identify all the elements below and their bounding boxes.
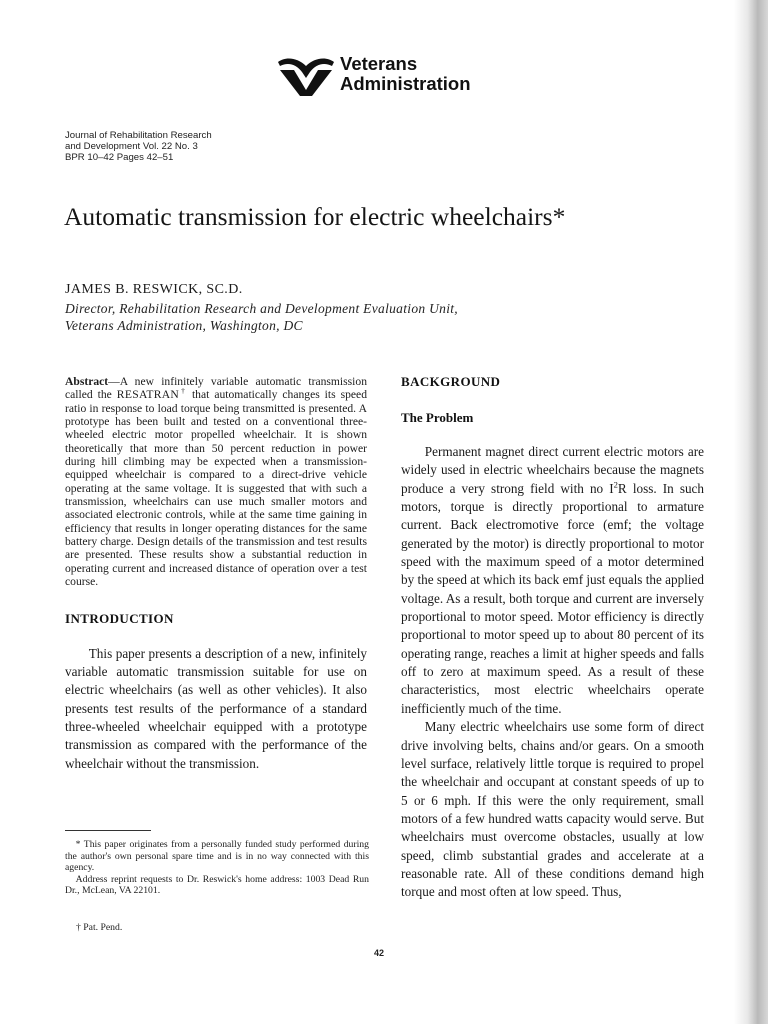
product-name: RESATRAN bbox=[116, 388, 180, 402]
background-paragraph-2: Many electric wheelchairs use some form of direct drive involving belts, chains and/or gears. On a smooth level surface, relatively little torque is required to propel the wheelchair and occupant at constant speeds of up to 5 or 6 mph. If this were the only requirement, small motors of a few hundred watts capacity would serve. But wheelchairs must overcome obstacles, usually at low speed, climb substantial grades and accelerate at a reasonable rate. All of these conditions demand high torque and most often at low speed. Thus, bbox=[401, 719, 704, 900]
footnote-funding: * This paper originates from a personally funded study performed during the author's own personal spare time and is in no way connected with this agency. bbox=[65, 839, 369, 874]
affiliation-line-2: Veterans Administration, Washington, DC bbox=[65, 318, 303, 333]
article-title: Automatic transmission for electric wheelchairs* bbox=[64, 202, 566, 231]
abstract-text-after: that automatically changes its speed ratio in response to load torque being transmitted is presented. A prototype has been built and tested on a conventional three-wheeled electric motor propelled wheelchair. It is shown theoretically that more than 50 percent reduction in power during hill climbing may be expected when a transmission-equipped wheelchair is compared to a direct-drive vehicle operating at the same voltage. It is suggested that with such a transmission, wheelchairs can use much smaller motors and associated electronic controls, while at the same time gaining in efficiency that results in longer operating distances for the same battery charge. Design details of the transmission and test results are presented. These results show a substantial reduction in operating current and increased distance of operation over a test course. bbox=[65, 388, 368, 589]
affiliation-line-1: Director, Rehabilitation Research and Development Evaluation Unit, bbox=[65, 301, 458, 316]
author-affiliation bbox=[65, 300, 458, 334]
journal-line-1: Journal of Rehabilitation Research bbox=[65, 130, 212, 141]
background-paragraph-1 bbox=[401, 443, 704, 718]
abstract-label: Abstract bbox=[65, 375, 109, 388]
page-number: 42 bbox=[374, 948, 385, 958]
right-column bbox=[401, 374, 704, 902]
va-logo-icon bbox=[276, 56, 336, 96]
superscript-2: 2 bbox=[613, 479, 618, 490]
left-column bbox=[65, 375, 367, 773]
background-p1-after: R loss. In such motors, torque is directly proportional to armature current. Back electromotive force (emf; the voltage generated by the motor) is directly proportional to motor speed with the maximum speed of a motor determined by the speed at which its back emf just equals the applied voltage. As a result, both torque and current are inversely proportional to motor speed. Motor efficiency is directly proportional to motor speed up to about 80 percent of its operating range, reaches a limit at higher speeds and falls off to zero at maximum speed. As a result of these characteristics, most electric wheelchairs operate inefficiently much of the time. bbox=[401, 480, 704, 716]
journal-citation bbox=[65, 130, 212, 163]
author-name: JAMES B. RESWICK, SC.D. bbox=[65, 282, 243, 297]
footnote-address: Address reprint requests to Dr. Reswick's home address: 1003 Dead Run Dr., McLean, VA 22101. bbox=[65, 873, 369, 897]
footnotes bbox=[65, 839, 369, 897]
journal-line-2: and Development Vol. 22 No. 3 bbox=[65, 141, 198, 152]
agency-line-2: Administration bbox=[340, 73, 471, 94]
background-heading: BACKGROUND bbox=[401, 374, 501, 389]
introduction-paragraph: This paper presents a description of a new, infinitely variable automatic transmission suitable for use on electric wheelchairs (as well as other vehicles). It also presents test results of the performance of a standard three-wheeled wheelchair equipped with a prototype transmission as compared with the performance of the wheelchair without the transmission. bbox=[65, 645, 367, 771]
footnote-divider bbox=[65, 830, 151, 831]
patent-dagger: † bbox=[179, 386, 187, 396]
background-p1-before: Permanent magnet direct current electric motors are widely used in electric wheelchairs because the magnets produce a very strong field with no I bbox=[401, 444, 704, 496]
journal-line-3: BPR 10–42 Pages 42–51 bbox=[65, 152, 174, 163]
agency-line-1: Veterans bbox=[340, 53, 418, 74]
introduction-heading: INTRODUCTION bbox=[65, 610, 174, 626]
scanned-page-edge bbox=[734, 0, 768, 1024]
footnote-patent: † Pat. Pend. bbox=[76, 922, 123, 933]
abstract-text-before: —A new infinitely variable automatic transmission called the bbox=[65, 375, 367, 402]
abstract-paragraph bbox=[65, 375, 367, 589]
agency-name bbox=[340, 54, 471, 94]
problem-subheading: The Problem bbox=[401, 410, 474, 425]
